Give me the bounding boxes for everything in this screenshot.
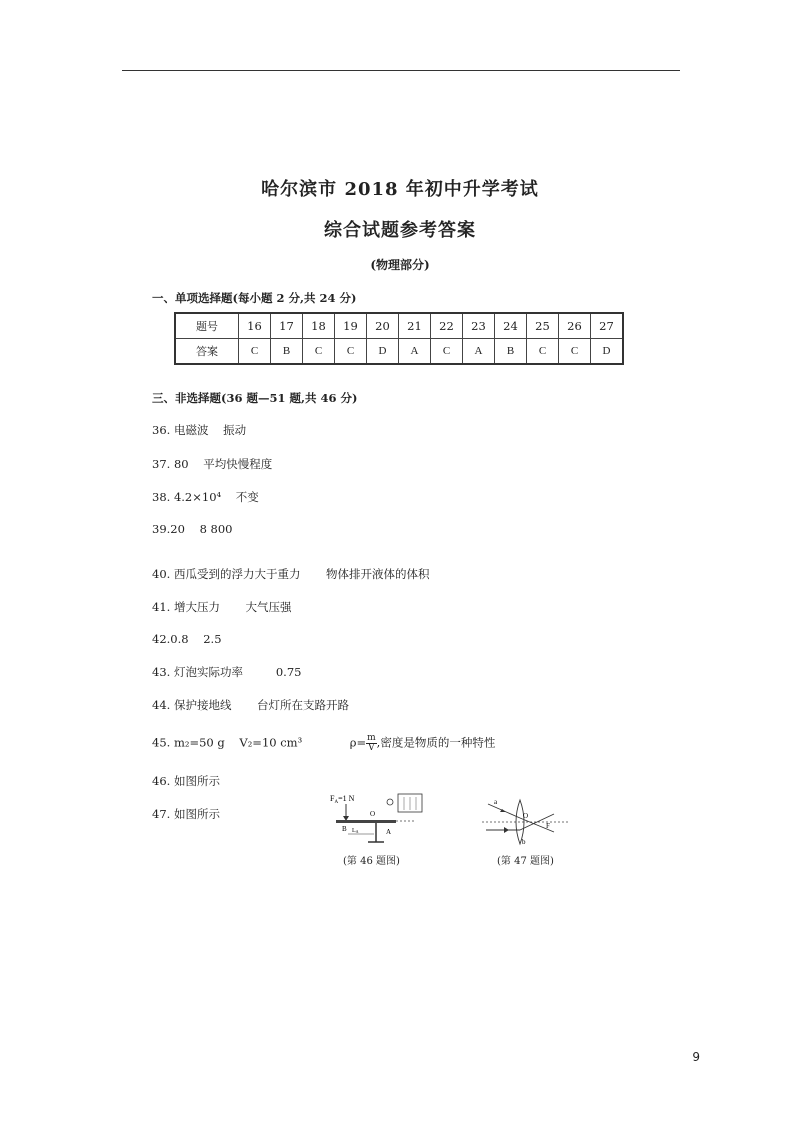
answer-line-46 (152, 773, 220, 789)
table-cell: 26 (559, 313, 591, 339)
answer-part: 西瓜受到的浮力大于重力 (173, 567, 301, 581)
answer-part: 增大压力 (173, 600, 220, 614)
answer-part: 20 (170, 522, 185, 536)
page-subtitle: 综合试题参考答案 (324, 220, 476, 241)
answer-part: 4.2×10⁴ (173, 490, 222, 504)
table-cell: 22 (431, 313, 463, 339)
label-b: B (342, 825, 347, 833)
answer-part: 电磁波 (173, 423, 209, 437)
table-row-numbers (175, 313, 623, 339)
answer-part: ,密度是物质的一种特性 (376, 735, 496, 750)
item-number: 47. (152, 807, 171, 821)
arm-label: LA (352, 828, 359, 834)
table-cell: C (559, 339, 591, 365)
answer-part: 大气压强 (245, 600, 292, 614)
answer-part: 平均快慢程度 (203, 457, 273, 471)
table-header-cell: 题号 (175, 313, 239, 339)
item-number: 40. (152, 567, 171, 581)
table-cell: C (335, 339, 367, 365)
table-cell: 24 (495, 313, 527, 339)
section3-heading: 三、非选择题(36 题—51 题,共 46 分) (152, 391, 358, 405)
item-number: 42. (152, 632, 171, 646)
answer-part: 灯泡实际功率 (173, 665, 243, 679)
answer-part: 台灯所在支路开路 (257, 698, 350, 712)
table-header-cell: 答案 (175, 339, 239, 365)
table-cell: B (495, 339, 527, 365)
answer-part: 0.75 (275, 665, 302, 679)
answer-part: V₂=10 cm³ (239, 735, 303, 750)
answer-line-41 (152, 599, 292, 615)
answer-part: 0.8 (170, 632, 189, 646)
hanging-weight (387, 799, 393, 805)
label-f: F (546, 822, 550, 830)
item-number: 43. (152, 665, 171, 679)
label-o: O (523, 812, 529, 820)
table-cell: 25 (527, 313, 559, 339)
section1-heading: 一、单项选择题(每小题 2 分,共 24 分) (152, 291, 357, 305)
section-subject: (物理部分) (370, 258, 430, 272)
table-cell: D (367, 339, 399, 365)
table-cell: 23 (463, 313, 495, 339)
item-number: 36. (152, 423, 171, 437)
page-title: 哈尔滨市 2018 年初中升学考试 (261, 179, 539, 200)
ray-b-arrowhead (504, 827, 509, 833)
label-o: O (370, 810, 376, 818)
item-number: 46. (152, 774, 171, 788)
answer-line-37 (152, 456, 272, 472)
item-number: 39. (152, 522, 171, 536)
item-number: 45. (152, 735, 171, 750)
answer-line-42 (152, 632, 222, 646)
figure-46-lever (328, 790, 440, 848)
table-cell: A (399, 339, 431, 365)
table-cell: 17 (271, 313, 303, 339)
item-number: 37. (152, 457, 171, 471)
answer-part: 80 (173, 457, 189, 471)
table-cell: 20 (367, 313, 399, 339)
answer-part: 如图所示 (173, 807, 220, 821)
table-cell: C (431, 339, 463, 365)
table-cell: 16 (239, 313, 271, 339)
table-cell: 27 (591, 313, 624, 339)
top-rule (122, 70, 680, 71)
fraction-numerator: m (367, 733, 376, 743)
table-cell: C (527, 339, 559, 365)
table-cell: B (271, 339, 303, 365)
figure-46-caption: (第 46 题图) (343, 856, 400, 867)
table-cell: A (463, 339, 495, 365)
figure-47-caption: (第 47 题图) (497, 856, 554, 867)
force-label: $F_A=1$ N (330, 794, 355, 805)
label-b: b (522, 838, 526, 846)
lever-bar (336, 820, 396, 823)
answer-part: 如图所示 (173, 774, 220, 788)
fraction-denominator: V (368, 743, 375, 753)
figure-47-lens (480, 796, 570, 852)
answer-table (174, 312, 624, 365)
table-cell: C (303, 339, 335, 365)
table-cell: D (591, 339, 624, 365)
label-a: A (386, 828, 392, 836)
answer-line-36 (152, 422, 246, 438)
answer-line-44 (152, 697, 349, 713)
answer-part: 不变 (235, 490, 259, 504)
answer-line-43 (152, 664, 301, 680)
item-number: 41. (152, 600, 171, 614)
density-symbol: ρ= (349, 735, 367, 750)
answer-part: m₂=50 g (173, 735, 225, 750)
answer-part: 8 800 (199, 522, 233, 536)
item-number: 44. (152, 698, 171, 712)
answer-part: 振动 (223, 423, 247, 437)
answer-line-40 (152, 566, 430, 582)
answer-part: 物体排开液体的体积 (326, 567, 430, 581)
table-cell: 21 (399, 313, 431, 339)
answer-part: 2.5 (203, 632, 222, 646)
table-cell: C (239, 339, 271, 365)
table-cell: 19 (335, 313, 367, 339)
answer-line-39 (152, 522, 233, 536)
density-fraction (366, 734, 377, 753)
answer-line-47 (152, 806, 220, 822)
answer-line-38 (152, 489, 259, 505)
page-number: 9 (692, 1050, 700, 1064)
table-cell: 18 (303, 313, 335, 339)
answer-part: 保护接地线 (173, 698, 232, 712)
item-number: 38. (152, 490, 171, 504)
table-row-answers (175, 339, 623, 365)
answer-line-45 (152, 734, 495, 753)
label-a: a (494, 798, 498, 806)
